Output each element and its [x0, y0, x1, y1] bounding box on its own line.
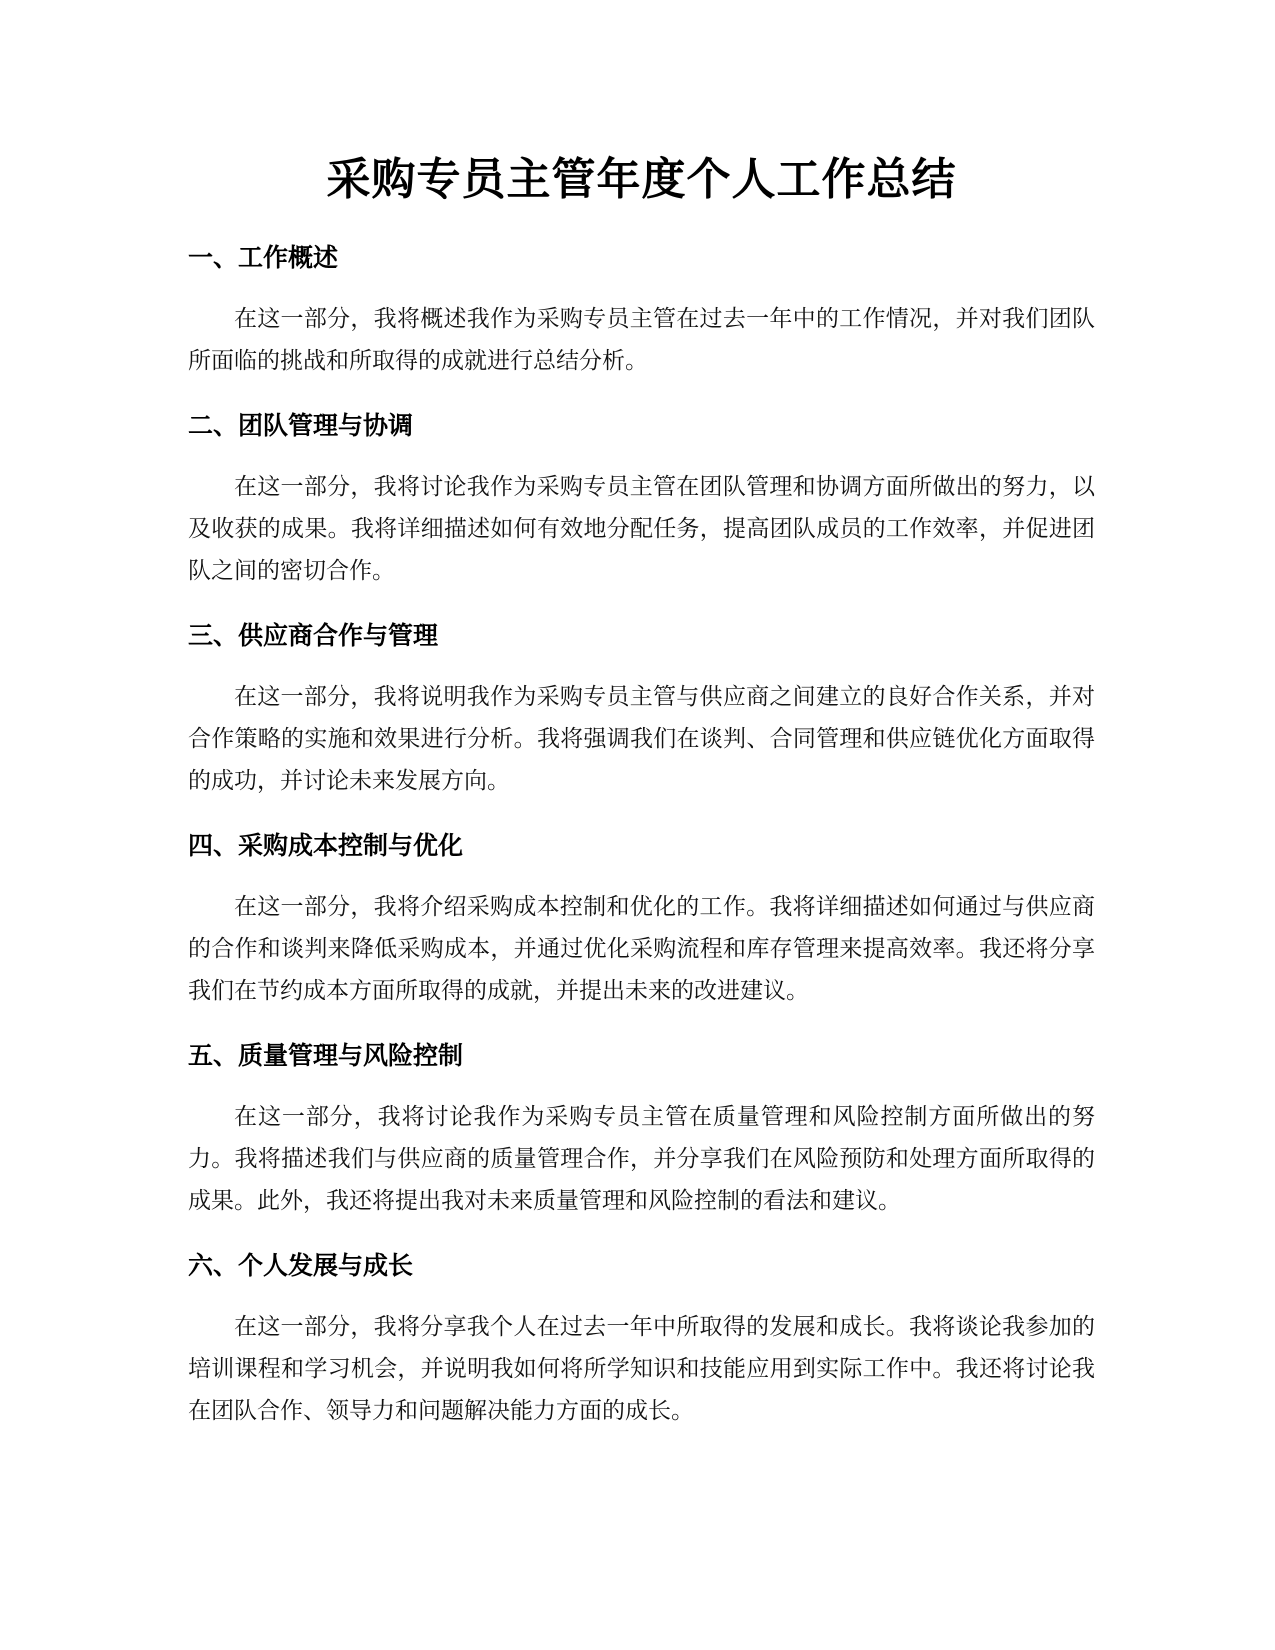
section-personal-growth [188, 1246, 1095, 1432]
section-paragraph: 在这一部分，我将讨论我作为采购专员主管在质量管理和风险控制方面所做出的努力。我将描述我们与供应商的质量管理合作，并分享我们在风险预防和处理方面所取得的成果。此外，我还将提出我对未来质量管理和风险控制的看法和建议。 [188, 1104, 1095, 1214]
section-heading: 一、工作概述 [188, 243, 339, 272]
section-heading: 六、个人发展与成长 [188, 1251, 414, 1280]
section-quality-risk [188, 1036, 1095, 1222]
section-team-management [188, 406, 1095, 592]
section-paragraph: 在这一部分，我将分享我个人在过去一年中所取得的发展和成长。我将谈论我参加的培训课程和学习机会，并说明我如何将所学知识和技能应用到实际工作中。我还将讨论我在团队合作、领导力和问题解决能力方面的成长。 [188, 1314, 1095, 1424]
section-heading: 三、供应商合作与管理 [188, 621, 439, 650]
section-paragraph: 在这一部分，我将说明我作为采购专员主管与供应商之间建立的良好合作关系，并对合作策略的实施和效果进行分析。我将强调我们在谈判、合同管理和供应链优化方面取得的成功，并讨论未来发展方向。 [188, 684, 1095, 794]
section-heading: 五、质量管理与风险控制 [188, 1041, 464, 1070]
section-work-overview [188, 238, 1095, 382]
section-heading: 四、采购成本控制与优化 [188, 831, 464, 860]
section-cost-control [188, 826, 1095, 1012]
section-supplier-cooperation [188, 616, 1095, 802]
section-paragraph: 在这一部分，我将讨论我作为采购专员主管在团队管理和协调方面所做出的努力，以及收获的成果。我将详细描述如何有效地分配任务，提高团队成员的工作效率，并促进团队之间的密切合作。 [188, 474, 1095, 584]
document-title: 采购专员主管年度个人工作总结 [326, 154, 957, 205]
section-paragraph: 在这一部分，我将介绍采购成本控制和优化的工作。我将详细描述如何通过与供应商的合作和谈判来降低采购成本，并通过优化采购流程和库存管理来提高效率。我还将分享我们在节约成本方面所取得的成就，并提出未来的改进建议。 [188, 894, 1095, 1004]
section-heading: 二、团队管理与协调 [188, 411, 414, 440]
section-paragraph: 在这一部分，我将概述我作为采购专员主管在过去一年中的工作情况，并对我们团队所面临的挑战和所取得的成就进行总结分析。 [188, 306, 1095, 374]
